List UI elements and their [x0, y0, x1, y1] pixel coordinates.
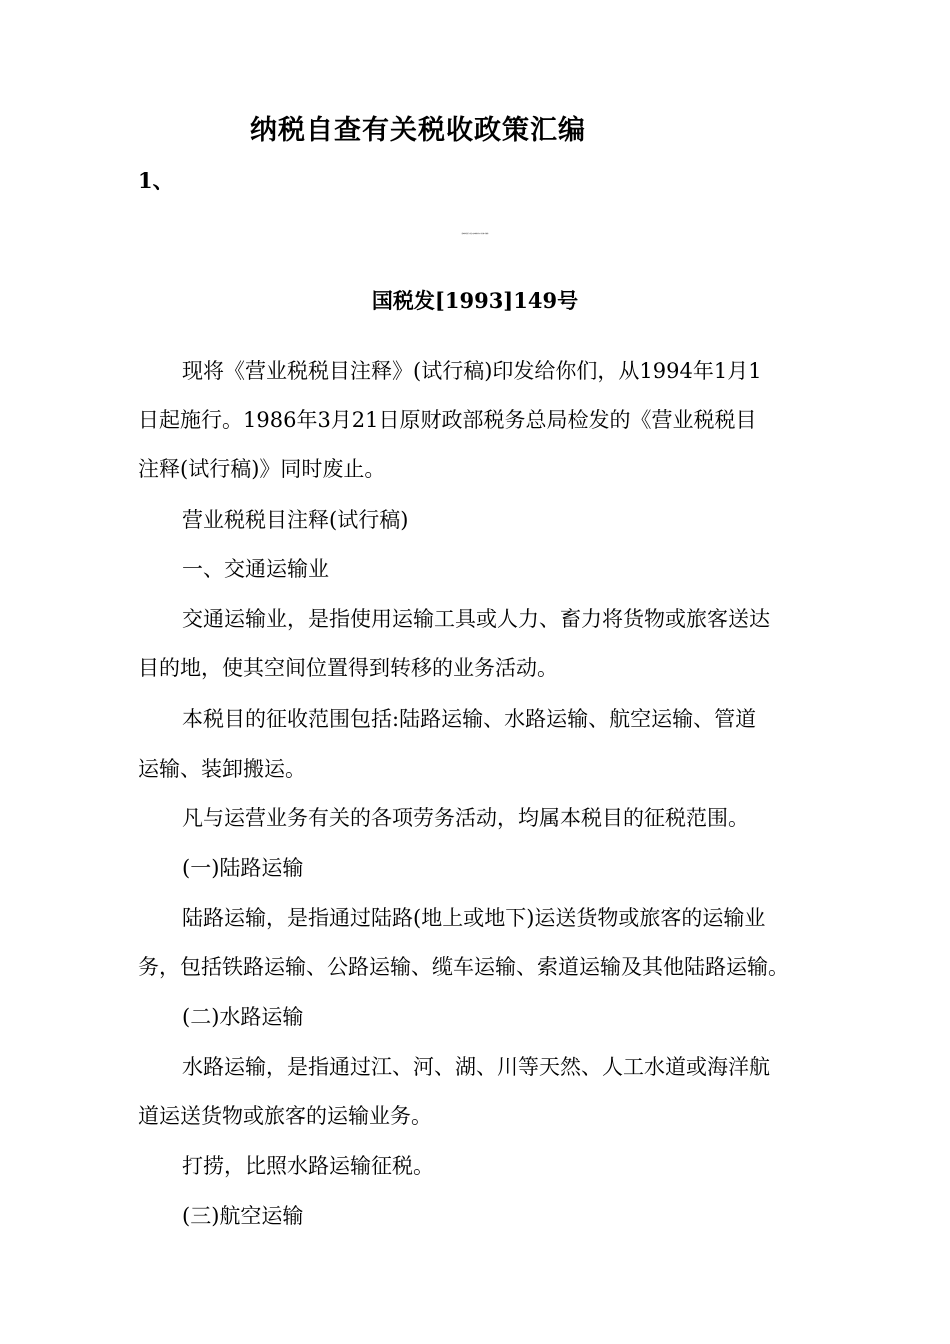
body-line: 注释(试行稿)》同时废止。 — [138, 457, 386, 481]
body-line: 交通运输业，是指使用运输工具或人力、畜力将货物或旅客送达 — [182, 607, 770, 631]
body-line: 运输、装卸搬运。 — [138, 757, 306, 781]
document-title: 纳税自查有关税收政策汇编 — [250, 115, 586, 146]
notice-title: 国家税务总局关于印发《营业税税目注释（试行稿）》的通知 — [461, 234, 489, 235]
body-line: 打捞，比照水路运输征税。 — [182, 1154, 434, 1178]
body-line: (二)水路运输 — [182, 1005, 304, 1029]
body-line: 道运送货物或旅客的运输业务。 — [138, 1104, 432, 1128]
section-number: 1、 — [138, 168, 174, 193]
body-line: 陆路运输，是指通过陆路(地上或地下)运送货物或旅客的运输业 — [182, 906, 766, 930]
body-line: 务，包括铁路运输、公路运输、缆车运输、索道运输及其他陆路运输。 — [138, 955, 789, 979]
body-line: 一、交通运输业 — [182, 557, 329, 581]
body-line: 目的地，使其空间位置得到转移的业务活动。 — [138, 656, 558, 680]
body-line: 水路运输，是指通过江、河、湖、川等天然、人工水道或海洋航 — [182, 1055, 770, 1079]
body-line: 现将《营业税税目注释》(试行稿)印发给你们，从1994年1月1 — [182, 359, 762, 383]
notice-number: 国税发[1993]149号 — [371, 288, 579, 313]
body-line: 凡与运营业务有关的各项劳务活动，均属本税目的征税范围。 — [182, 806, 749, 830]
body-line: 本税目的征收范围包括:陆路运输、水路运输、航空运输、管道 — [182, 707, 757, 731]
body-line: 日起施行。1986年3月21日原财政部税务总局检发的《营业税税目 — [138, 408, 757, 432]
body-line: 营业税税目注释(试行稿) — [182, 508, 409, 532]
body-line: (一)陆路运输 — [182, 856, 304, 880]
body-line: (三)航空运输 — [182, 1204, 304, 1228]
